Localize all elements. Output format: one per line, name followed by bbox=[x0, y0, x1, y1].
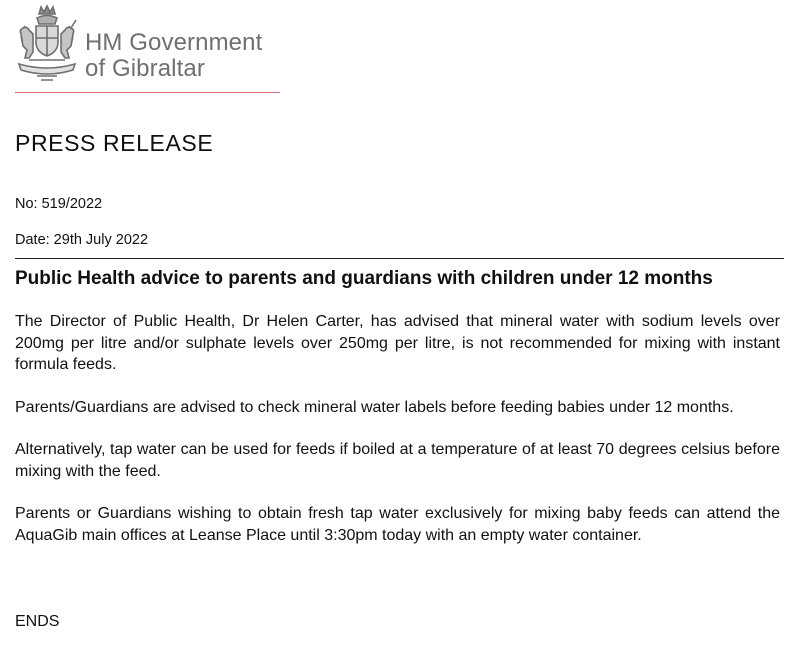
organisation-name-line2: of Gibraltar bbox=[85, 55, 205, 82]
body-paragraph: Parents or Guardians wishing to obtain fresh tap water exclusively for mixing baby feeds can attend the AquaGib main offices at Leanse Place until 3:30pm today with an empty water container. bbox=[15, 505, 780, 544]
royal-crest-icon bbox=[15, 4, 79, 86]
headline: Public Health advice to parents and guardians with children under 12 months bbox=[15, 268, 713, 289]
organisation-name bbox=[85, 30, 262, 82]
logo-divider bbox=[15, 92, 280, 93]
body-paragraph: The Director of Public Health, Dr Helen Carter, has advised that mineral water with sodium levels over 200mg per litre and/or sulphate levels over 250mg per litre, is not recommended for mixing with instant formula feeds. bbox=[15, 313, 780, 373]
release-date: Date: 29th July 2022 bbox=[15, 232, 149, 248]
header-divider bbox=[15, 258, 784, 259]
government-logo bbox=[15, 4, 280, 94]
body-paragraph: Alternatively, tap water can be used for feeds if boiled at a temperature of at least 70 degrees celsius before mixing with the feed. bbox=[15, 441, 780, 480]
organisation-name-line1: HM Government bbox=[85, 29, 263, 56]
release-body bbox=[15, 311, 780, 567]
document-type-title: PRESS RELEASE bbox=[15, 130, 214, 156]
body-paragraph: Parents/Guardians are advised to check mineral water labels before feeding babies under 12 months. bbox=[15, 398, 734, 416]
ends-marker: ENDS bbox=[15, 613, 60, 630]
release-number: No: 519/2022 bbox=[15, 196, 103, 212]
